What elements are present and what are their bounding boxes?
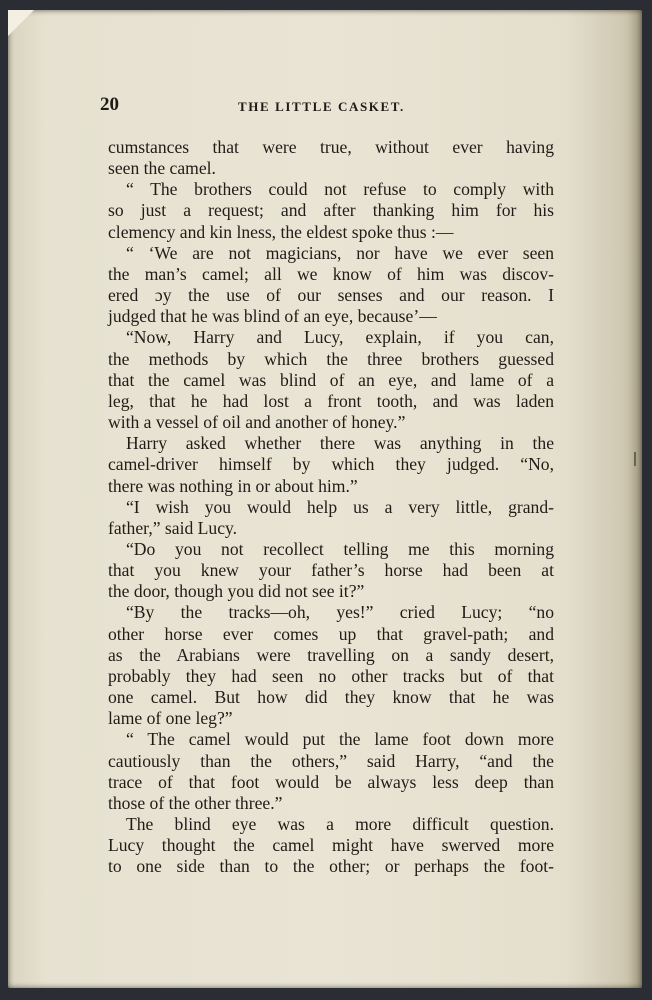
text-line: leg, that he had lost a front tooth, and was laden [108, 390, 554, 411]
folded-corner [8, 10, 34, 36]
running-head: THE LITTLE CASKET. [238, 99, 405, 114]
page-header [100, 94, 560, 116]
text-line: The blind eye was a more difficult question. [126, 814, 554, 834]
text-line: to one side than to the other; or perhaps the foot- [108, 856, 554, 877]
text-line: that the camel was blind of an eye, and lame of a [108, 369, 554, 390]
text-line: camel-driver himself by which they judged. “No, [108, 454, 554, 475]
text-line: Harry asked whether there was anything in the [126, 433, 554, 454]
text-line: “Now, Harry and Lucy, explain, if you can, [126, 327, 554, 348]
text-line: that you knew your father’s horse had been at [108, 560, 554, 581]
text-line: one camel. But how did they know that he was [108, 687, 554, 708]
text-line: judged that he was blind of an eye, because’— [108, 306, 437, 327]
text-line: “ ‘We are not magicians, nor have we ever seen [126, 242, 554, 263]
text-line: “ The camel would put the lame foot down more [126, 729, 554, 750]
text-line: with a vessel of oil and another of honey.” [108, 412, 406, 433]
text-line: the methods by which the three brothers guessed [108, 348, 554, 369]
text-line: “By the tracks—oh, yes!” cried Lucy; “no [126, 602, 554, 623]
text-line: other horse ever comes up that gravel-path; and [108, 623, 554, 644]
text-line: “Do you not recollect telling me this morning [126, 538, 554, 559]
text-line: there was nothing in or about him.” [108, 475, 358, 496]
body-text [108, 137, 554, 877]
text-line: father,” said Lucy. [108, 517, 238, 538]
text-line: the door, though you did not see it?” [108, 581, 365, 602]
text-line: cumstances that were true, without ever having [108, 137, 554, 157]
page-number: 20 [100, 94, 119, 115]
text-line: Lucy thought the camel might have swerved more [108, 835, 554, 856]
margin-mark [634, 452, 636, 466]
text-line: trace of that foot would be always less deep than [108, 771, 554, 792]
text-line: ered ɔy the use of our senses and our reason. I [108, 285, 554, 306]
text-line: cautiously than the others,” said Harry, “and the [108, 750, 554, 771]
text-line: as the Arabians were travelling on a sandy desert, [108, 644, 554, 665]
text-line: probably they had seen no other tracks but of that [108, 665, 554, 686]
text-line: so just a request; and after thanking him for his [108, 200, 554, 221]
book-page [8, 10, 642, 988]
text-line: “I wish you would help us a very little, grand- [126, 496, 554, 517]
text-line: clemency and kin lness, the eldest spoke thus :— [108, 221, 454, 242]
page-edge-shadow [628, 10, 642, 988]
text-line: the man’s camel; all we know of him was discov- [108, 263, 554, 284]
text-line: lame of one leg?” [108, 708, 233, 729]
text-line: “ The brothers could not refuse to comply with [126, 179, 554, 200]
text-line: those of the other three.” [108, 792, 283, 813]
text-line: seen the camel. [108, 158, 216, 179]
